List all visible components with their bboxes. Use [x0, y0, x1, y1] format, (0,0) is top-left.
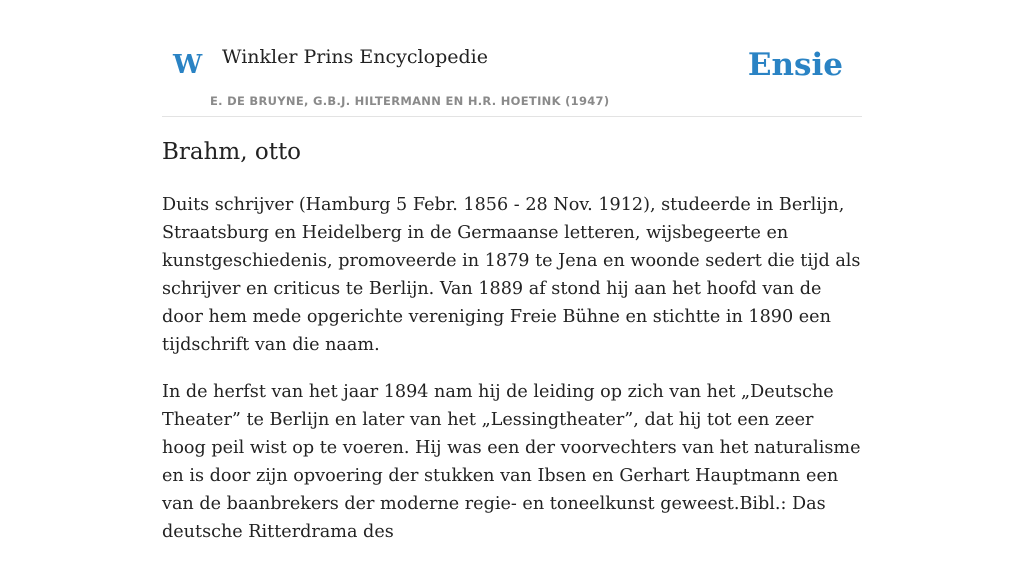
publication-header: [162, 0, 862, 117]
publication-logo-icon[interactable]: W: [173, 50, 203, 80]
article-paragraph: Duits schrijver (Hamburg 5 Febr. 1856 - 28 Nov. 1912), studeerde in Berlijn, Straatsburg en Heidelberg in de Germaanse letteren, wijsbegeerte en kunstgeschiedenis, promoveerde in 1879 te Jena en woonde sedert die tijd als schrijver en criticus te Berlijn. Van 1889 af stond hij aan het hoofd van de door hem mede opgerichte vereniging Freie Bühne en stichtte in 1890 een tijdschrift van die naam.: [162, 194, 861, 355]
article-paragraph: In de herfst van het jaar 1894 nam hij de leiding op zich van het „Deutsche Theater” te Berlijn en later van het „Lessingtheater”, dat hij tot een zeer hoog peil wist op te voeren. Hij was een der voorvechters van het naturalisme en is door zijn opvoering der stukken van Ibsen en Gerhart Hauptmann een van de baanbrekers der moderne regie- en toneelkunst geweest.Bibl.: Das deutsche Ritterdrama des: [162, 381, 861, 542]
site-logo[interactable]: Ensie: [747, 47, 843, 83]
article-body: [162, 191, 862, 546]
article: [162, 138, 862, 565]
article-title: Brahm, otto: [162, 139, 302, 165]
publication-authors: E. DE BRUYNE, G.B.J. HILTERMANN EN H.R. HOETINK (1947): [210, 94, 610, 108]
publication-title[interactable]: Winkler Prins Encyclopedie: [222, 46, 488, 68]
